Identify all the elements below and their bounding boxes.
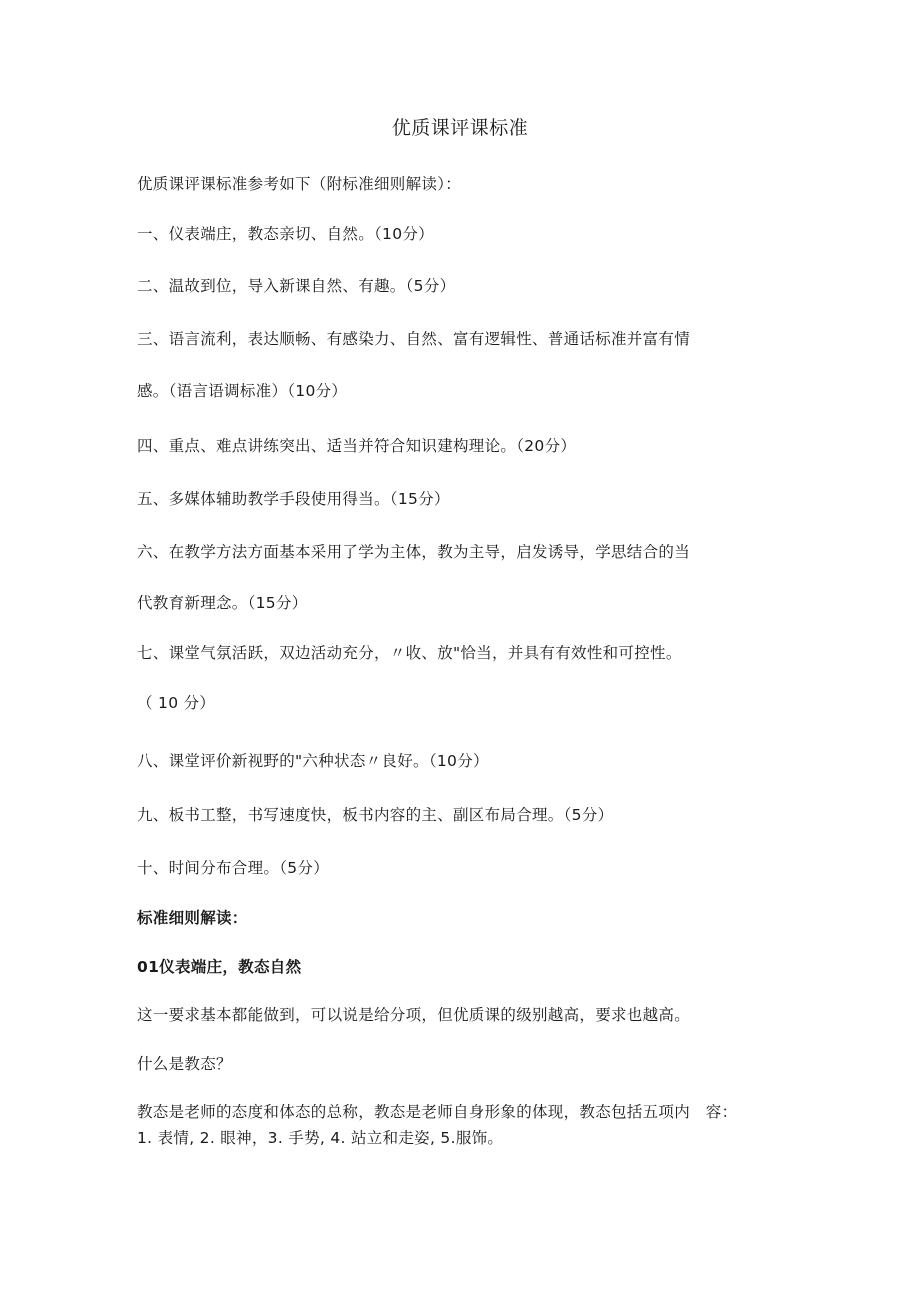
- criterion-2: 二、温故到位，导入新课自然、有趣。（5分）: [137, 277, 456, 295]
- criterion-3-line-2: 感。（语言语调标准）（10分）: [137, 382, 348, 400]
- criterion-1: 一、仪表端庄，教态亲切、自然。（10分）: [137, 225, 434, 243]
- criterion-5: 五、多媒体辅助教学手段使用得当。（15分）: [137, 490, 450, 508]
- paragraph-definition-line-2: 1. 表情, 2. 眼神，3. 手势, 4. 站立和走姿, 5.服饰。: [137, 1129, 504, 1147]
- criterion-7-line-2: （ 10 分）: [137, 694, 216, 712]
- section-heading: 标准细则解读：: [137, 909, 248, 927]
- subsection-heading: 01仪表端庄，教态自然: [137, 958, 302, 976]
- criterion-10: 十、时间分布合理。（5分）: [137, 859, 330, 877]
- document-title: 优质课评课标准: [391, 117, 529, 139]
- criterion-6-line-2: 代教育新理念。（15分）: [137, 594, 308, 612]
- criterion-6-line-1: 六、在教学方法方面基本采用了学为主体，教为主导，启发诱导，学思结合的当: [137, 543, 691, 561]
- criterion-7-line-1: 七、课堂气氛活跃，双边活动充分，〃收、放"恰当，并具有有效性和可控性。: [137, 644, 682, 662]
- paragraph-definition-line-1: 教态是老师的态度和体态的总称，教态是老师自身形象的体现，教态包括五项内 容：: [137, 1103, 738, 1121]
- criterion-8: 八、课堂评价新视野的"六种状态〃良好。（10分）: [137, 752, 489, 770]
- criterion-4: 四、重点、难点讲练突出、适当并符合知识建构理论。（20分）: [137, 437, 577, 455]
- paragraph-requirement: 这一要求基本都能做到，可以说是给分项，但优质课的级别越高，要求也越高。: [137, 1006, 691, 1024]
- paragraph-question: 什么是教态？: [137, 1055, 232, 1073]
- criterion-3-line-1: 三、语言流利，表达顺畅、有感染力、自然、富有逻辑性、普通话标准并富有情: [137, 330, 691, 348]
- criterion-9: 九、板书工整，书写速度快，板书内容的主、副区布局合理。（5分）: [137, 806, 614, 824]
- intro-line: 优质课评课标准参考如下（附标准细则解读）：: [137, 175, 462, 193]
